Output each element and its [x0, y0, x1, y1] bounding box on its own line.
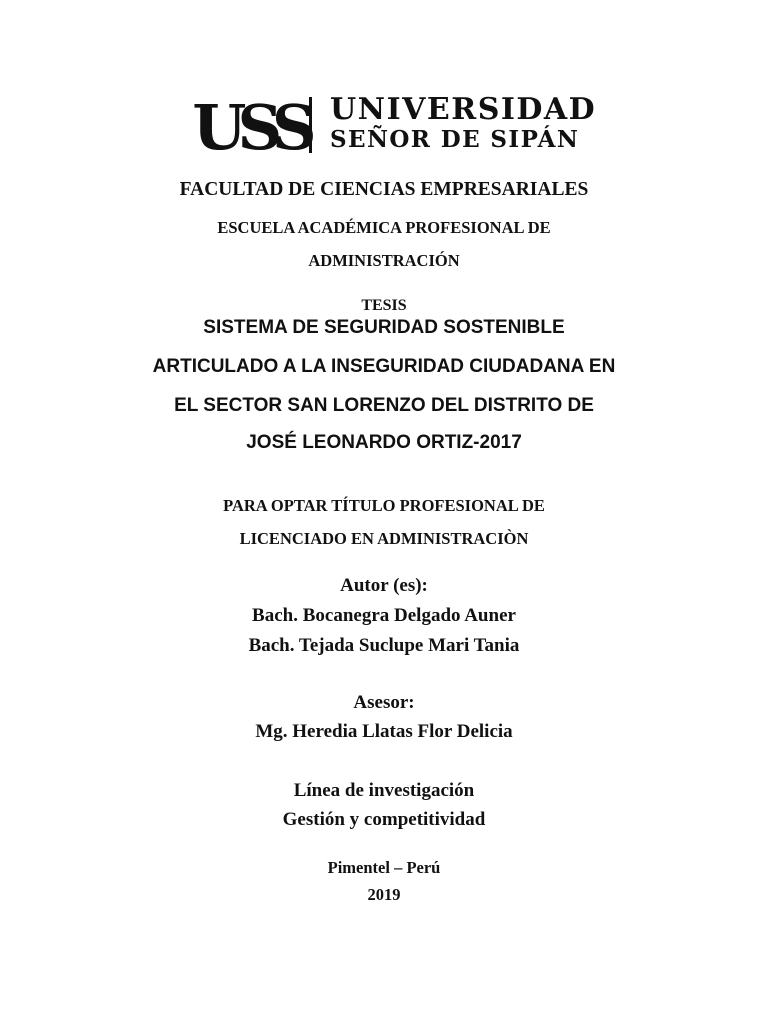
authors-label: Autor (es):: [340, 575, 428, 596]
degree-line-2: LICENCIADO EN ADMINISTRACIÒN: [239, 529, 529, 548]
title-line-3: EL SECTOR SAN LORENZO DEL DISTRITO DE: [174, 395, 594, 416]
degree-line-1: PARA OPTAR TÍTULO PROFESIONAL DE: [223, 496, 545, 515]
advisor-label: Asesor:: [353, 692, 415, 713]
research-line-value: Gestión y competitividad: [282, 809, 486, 830]
title-line-4: JOSÉ LEONARDO ORTIZ-2017: [246, 432, 522, 453]
logo-university-text: UNIVERSIDAD: [330, 92, 597, 127]
faculty-heading: FACULTAD DE CIENCIAS EMPRESARIALES: [179, 179, 589, 200]
title-line-1: SISTEMA DE SEGURIDAD SOSTENIBLE: [203, 317, 565, 338]
svg-text:USS: USS: [192, 91, 308, 164]
author-name-2: Bach. Tejada Suclupe Mari Tania: [248, 635, 520, 656]
school-line-2: ADMINISTRACIÓN: [308, 251, 460, 270]
research-line-label: Línea de investigación: [293, 780, 475, 801]
uss-monogram-icon: [192, 91, 308, 164]
logo-university-name-text: SEÑOR DE SIPÁN: [330, 126, 580, 153]
place: Pimentel – Perú: [327, 858, 441, 877]
year: 2019: [367, 885, 401, 904]
logo-divider: [309, 97, 312, 153]
advisor-name: Mg. Heredia Llatas Flor Delicia: [255, 721, 513, 742]
school-line-1: ESCUELA ACADÉMICA PROFESIONAL DE: [217, 218, 551, 237]
author-name-1: Bach. Bocanegra Delgado Auner: [252, 605, 516, 626]
university-logo: [192, 91, 597, 164]
title-line-2: ARTICULADO A LA INSEGURIDAD CIUDADANA EN: [152, 356, 616, 377]
document-type: TESIS: [361, 297, 407, 314]
